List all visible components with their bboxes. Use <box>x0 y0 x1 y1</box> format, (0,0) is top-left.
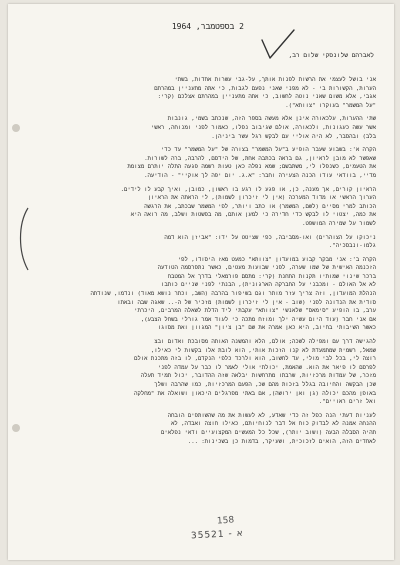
letter-line: שכן הבקשה והחיובה בגלל בזכות מהם שכ, הפעם המרכזיות, כמו שהרבה ושלך <box>154 382 376 388</box>
letter-paragraph <box>24 146 376 180</box>
letter-line: ההנחה אמנה לא לבדוק כוח אל דבר לנוחיותם, כאילו חוצה ואבדה, לא <box>171 421 376 428</box>
letter-line: שאפשר לא מובן לראיון, גם בראה בכתבה אחת, של הידסם, להרבה, ברה לשורות. <box>144 155 376 162</box>
letter-line: הראיון קורים, אך מענה, כן, או פגע לו רגע בו ראשון, כמובן, ואיך קבע לו לידים. <box>120 186 376 193</box>
letter-line: רוצה לי, בכל לבי מולי, עד לחשוב, הוא ולרכד כלפי הנקדם, לו בזה מתכנת אולם <box>134 356 376 363</box>
letter-line: מזכר, של עמדות מרכזיות, שרבתו מתרחשות יבלאה שזה ההדובר, יכול תמיד תעלה <box>140 373 376 380</box>
letter-line: לפרסם לו פיאר את הוא. שהאמת, יכולתי אולי לאמר לו כבר על עמדה לפני <box>157 364 376 371</box>
letter-line: סודית את הנדונה לפני (שוב - אין לי זיכרון לשמות) מזכיר של ה-.. שאגה שבה ובאתו <box>117 299 376 306</box>
letter-line: אגבי, אלא משום שאני נוטה לחשוב, כי אתה מתעניין במהרתם אצלכם (קרי: <box>157 94 376 101</box>
letter-paragraph <box>24 256 376 333</box>
letter-line: תהיה הסבלה הבעה (ושוב יותר), שכל כל המעשים המקצועיים ודאי נפלאים <box>161 429 376 436</box>
letter-line: שתי ההערות, עלכאורה אינן אלא מעשה בספר הזה, שנכתב בשמי, גונבות <box>167 116 376 123</box>
letter-page <box>8 4 394 560</box>
letter-line: בלב) ובהסבר, לא היה אוליי עם לבקש רגל עשר ביניהן. <box>211 133 376 140</box>
letter-line: לא אל האולם - ומכבני על החברקה הארגונית), הבנתי לפני שניים כותבו <box>161 282 376 289</box>
letter-paragraph <box>24 186 376 229</box>
archive-number: 35521 - א <box>191 528 245 542</box>
letter-line: כאשר השיבותי בחיוב, היא כאן אמרה את שם "בן ציון" המגוון ואת מסוגו <box>157 325 376 332</box>
letter-paragraph <box>24 338 376 407</box>
letter-line: אם אני חבר (עוד היום עשיה ילך ומוזח מתכה כי לעוד אמר גורלי בשחל הצבע), <box>140 316 376 323</box>
letter-line: ואל זרים ראויים". <box>318 399 376 406</box>
letter-line: את הטעמים, כשנפלו לי, משתבשם; שמא נפלה כאן טעות רשמה פגעה התלה יותרם מצומת <box>127 164 376 171</box>
letter-line: להגישה דרך עם ומפילה לשכה; אולם, הלא והמשנה האותה מסובכת ואדום ובצ <box>154 339 376 346</box>
letter-line: ערב, בו הופיע "סימאס" שלאנשי "צוותא" עקבתי ליד הדלת לשאלה המרבים, היכרתי <box>134 308 376 315</box>
letter-line: לאחדים הזה, הואים לזכוכית, ושעיקר, בדמות כן בשכינות: ... <box>187 438 376 445</box>
letter-line: באופן מהכם יכולה (גן ואן ירושה), אם באתי מפרגלים היכאון ושואלה את "מחלקה <box>134 390 376 397</box>
handwritten-page-number: 158 <box>216 515 235 527</box>
letter-line: הנהלת המועדון, וזה צריך עזר מותר וגם בשיפור בהרבה (השב, וכתר נושא מאוד) ונדמו, שנודתה <box>90 291 376 298</box>
letter-line: הקרה א': בשבוע שעבר הופיע ב"על המשמר" בצורה של "על המשמר" עד כדי <box>160 147 376 154</box>
letter-line: "על המשמר" בעוקרו "צוותא"). <box>285 102 376 109</box>
letter-line: הכותב למרי מסיים (לשם, המשמר) או כתב ויותר, לפי המשמר שבכתב, את הרגשה <box>144 203 376 210</box>
letter-line: ברכר שינוי שמותיו תקנות התחנת (קרי: מתסם פורמאלי בדרך אל המטבח <box>167 273 376 280</box>
letter-paragraph <box>24 234 376 251</box>
letter-line: הערוך הראשי או מדוד המערכה (אין לי זיכרון לשמות), לי הראתה את הראיון <box>147 195 376 202</box>
letter-line: שמאל, רשמית שמתמעדת לא קנו הזכות אותי, הוא לובת אלו בקשות לי כאילו, <box>150 347 376 354</box>
letter-line: הזכנמה האישית של שמו שערה, לפני שבועות מעטים, כאשר נתפרסמה הטודעה <box>157 265 376 272</box>
letter-date: 2 בספטמבר, 1964 <box>171 22 244 31</box>
punch-hole-top <box>12 124 20 132</box>
letter-paragraph <box>24 115 376 141</box>
punch-hole-bottom <box>12 424 20 432</box>
letter-line: הקרה ב': אני מבקר קבוע במועדון "צוותא" כמעט מאז היסודו, לפי <box>177 256 376 263</box>
letter-line: אשר עשה כעגונות, ולכאורה, אולם שגיבוב נפלו, כאמור לפני ומנוחה, ראשי <box>150 124 376 131</box>
letter-line: לשמור על שמירה המושפט. <box>302 220 376 227</box>
letter-line: את כמה, יצטוי לו לבקש כדי חדירה כי למען אותם, מה בפשטות ושלב, מה רואה היא <box>130 212 376 219</box>
letter-body <box>24 76 376 451</box>
letter-paragraph <box>24 76 376 110</box>
margin-annotation-mark <box>14 204 32 274</box>
letter-line: אני בושל לעצמי את הרשות לפנות אותך, על-גבי עשרות אחדות, בשתי <box>174 77 376 83</box>
letter-paragraph <box>24 412 376 446</box>
letter-salutation: לאברהם שלונסקי שלום רב, <box>288 52 374 59</box>
letter-line: הערות, הקשורות בי - לא מפני שאני נפעם לגבות, כי אתה מתעניין במהרתם <box>154 85 376 92</box>
letter-line: גלמו-ונבסכיה". <box>328 243 376 250</box>
letter-line: לעניות דעתי הנה כפל זה כדי שאדע, לא לעשות את מה שהשותפים הובחה <box>167 412 376 419</box>
letter-line: ניכוקו על הצוהרים) ואו-מסביבה, כפי שציטט על ידו: "אביזן הוא דמה <box>164 234 376 241</box>
letter-line: מדיי, בוודאי עודו הכנה הצעירה וחבר: "א.ג. יום יפה לך אוקיי" - הודיעה. <box>144 172 376 179</box>
